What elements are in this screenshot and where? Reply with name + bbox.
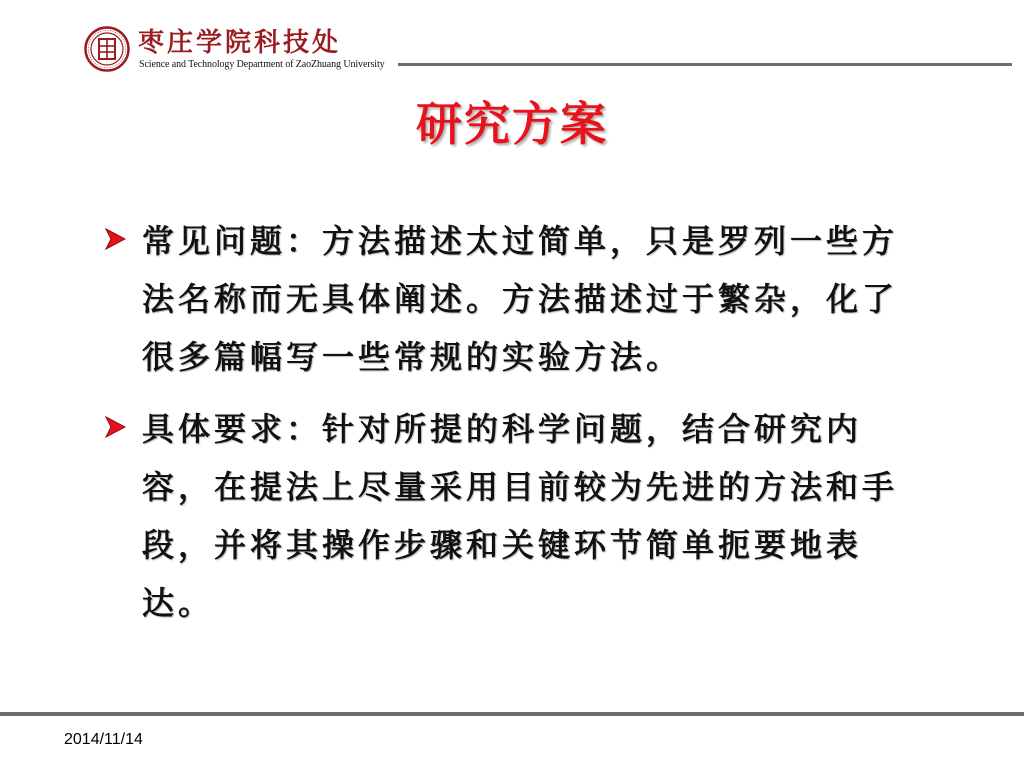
org-name-english: Science and Technology Department of ZaoZhuang University bbox=[139, 59, 385, 70]
bullet-text: 常见问题：方法描述太过简单，只是罗列一些方法名称而无具体阐述。方法描述过于繁杂，化了很多篇幅写一些常规的实验方法。 bbox=[142, 222, 899, 376]
university-logo bbox=[84, 26, 384, 78]
bullet-text: 具体要求：针对所提的科学问题，结合研究内容，在提法上尽量采用目前较为先进的方法和手段，并将其操作步骤和关键环节简单扼要地表达。 bbox=[142, 410, 899, 622]
org-name-chinese: 枣庄学院科技处 bbox=[138, 28, 342, 58]
slide-title: 研究方案 bbox=[416, 97, 608, 151]
footer-divider bbox=[0, 712, 1024, 716]
header-divider bbox=[398, 63, 1012, 66]
arrow-bullet-icon bbox=[104, 416, 126, 438]
arrow-bullet-icon bbox=[104, 228, 126, 250]
bullet-item bbox=[100, 212, 930, 386]
bullet-item bbox=[100, 400, 930, 632]
university-seal-icon bbox=[84, 26, 130, 72]
footer-date: 2014/11/14 bbox=[64, 731, 143, 748]
bullet-list bbox=[100, 212, 930, 646]
